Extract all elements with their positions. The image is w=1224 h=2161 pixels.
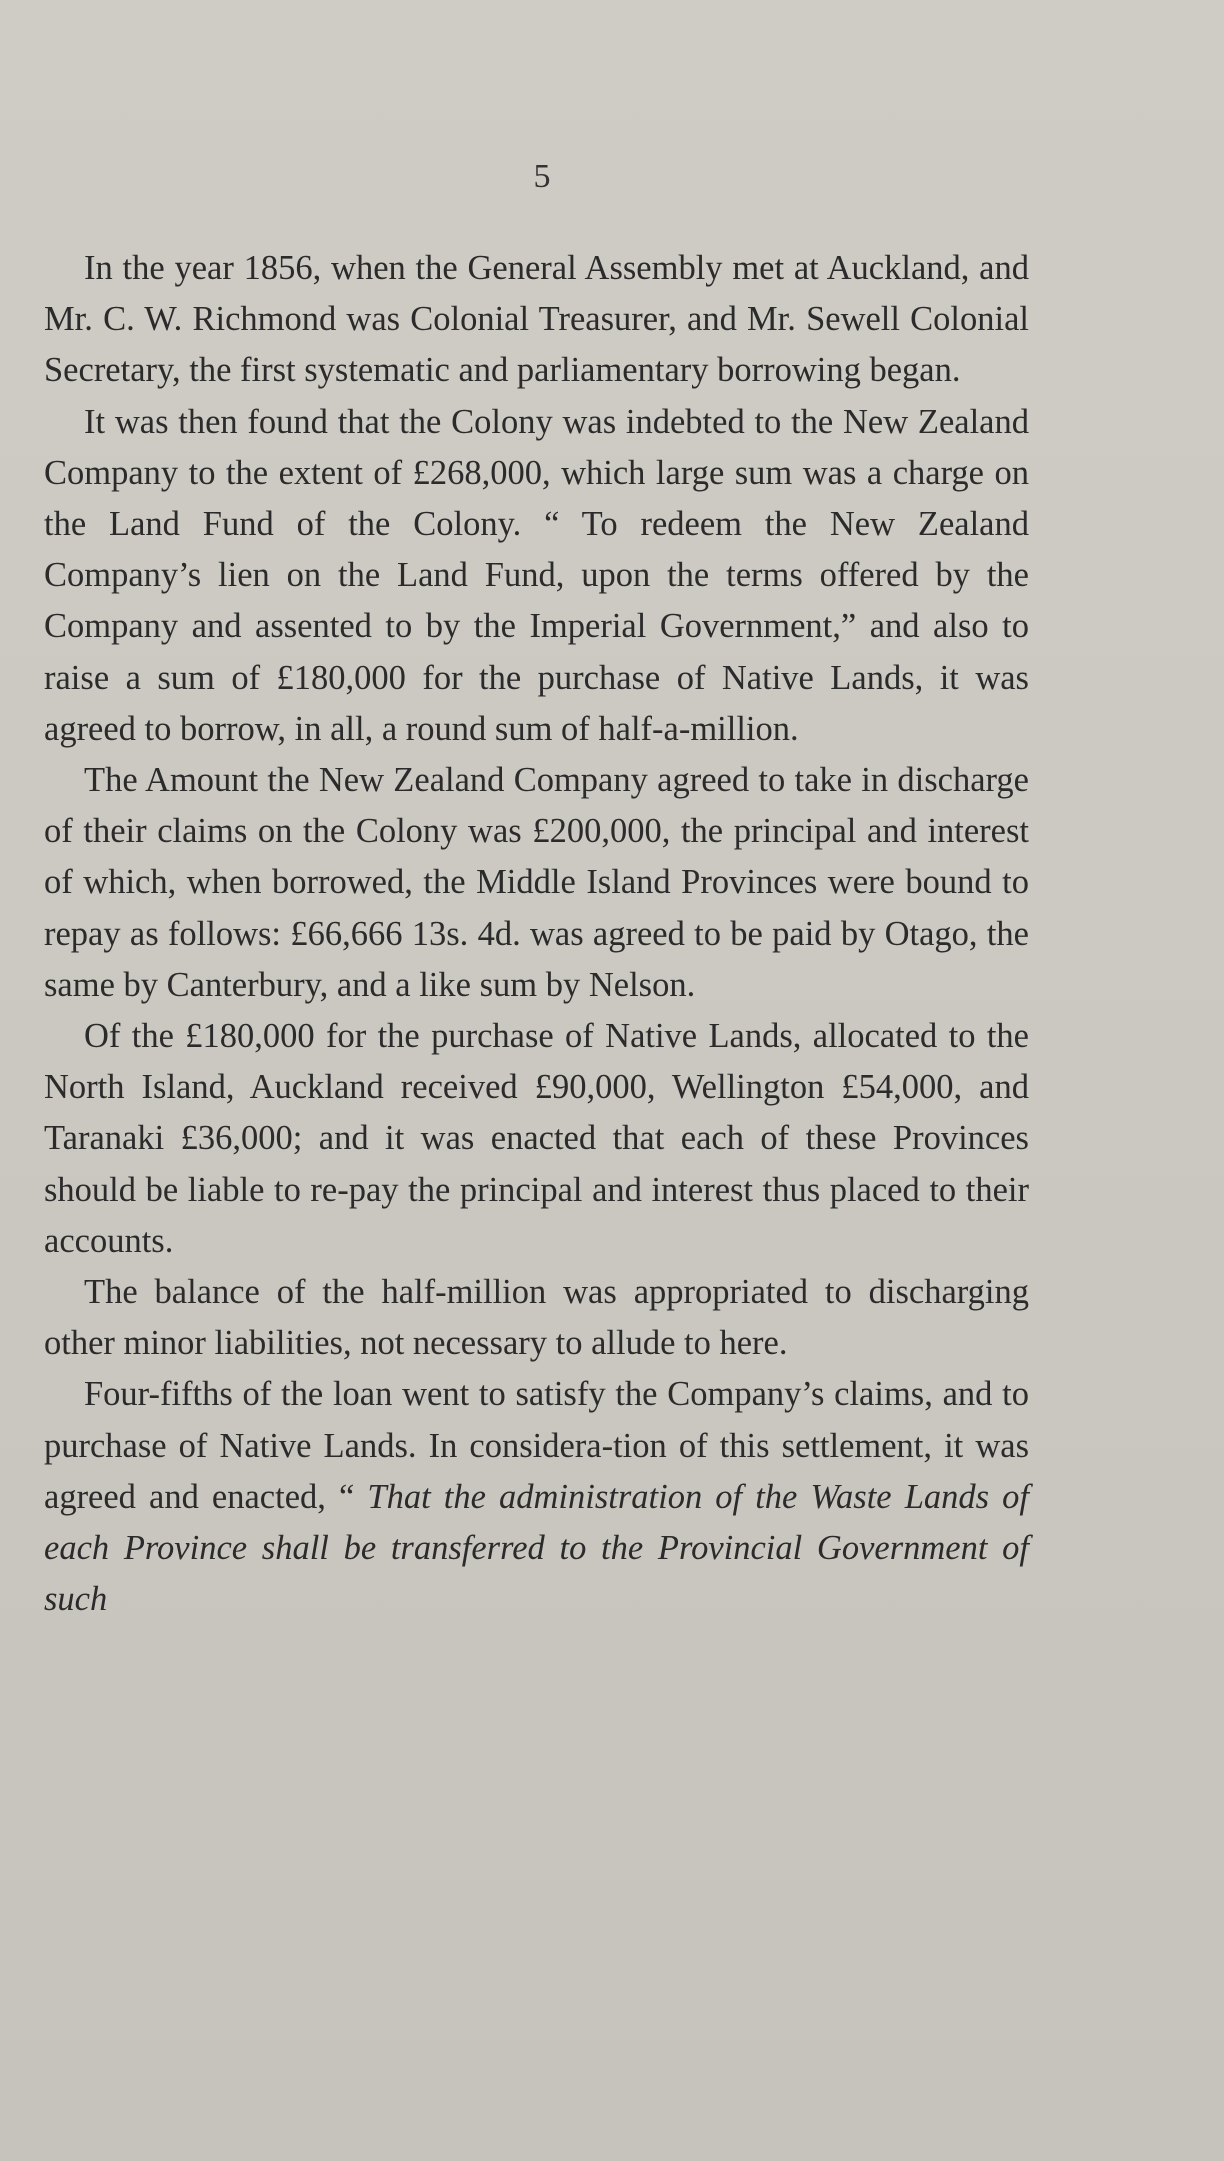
paragraph-1: In the year 1856, when the General Assembly met at Auckland, and Mr. C. W. Richmond was Colonial Treasurer, and Mr. Sewell Colonial Secretary, the first systematic and parliamentary borrowing began. <box>44 249 1029 390</box>
paragraph-3: The Amount the New Zealand Company agreed to take in discharge of their claims on the Colony was £200,000, the principal and interest of which, when borrowed, the Middle Island Provinces were bound to repay as follows: £66,666 13s. 4d. was agreed to be paid by Otago, the same by Canterbury, and a like sum by Nelson. <box>44 761 1029 1004</box>
paragraph-4: Of the £180,000 for the purchase of Native Lands, allocated to the North Island, Auckland received £90,000, Wellington £54,000, and Taranaki £36,000; and it was enacted that each of these Provinces should be liable to re-pay the principal and interest thus placed to their accounts. <box>44 1017 1029 1260</box>
page-number: 5 <box>533 158 551 195</box>
paragraph-2: It was then found that the Colony was indebted to the New Zealand Company to the extent of £268,000, which large sum was a charge on the Land Fund of the Colony. “ To redeem the New Zealand Company’s lien on the Land Fund, upon the terms offered by the Company and assented to by the Imperial Government,” and also to raise a sum of £180,000 for the purchase of Native Lands, it was agreed to borrow, in all, a round sum of half-a-million. <box>44 402 1029 748</box>
body-text <box>44 243 1029 1625</box>
paragraph-6-italic: That the administration of the Waste Lands of each Province shall be transferred to the Provincial Government of such <box>44 1477 1029 1619</box>
paragraph-6-roman: Four-fifths of the loan went to satisfy the Company’s claims, and to purchase of Native Lands. In considera-tion of this settlement, it was agreed and enacted, “ <box>44 1375 1029 1516</box>
paragraph-6 <box>44 1369 1029 1625</box>
paragraph-5: The balance of the half-million was appropriated to discharging other minor liabilities, not necessary to allude to here. <box>44 1273 1029 1363</box>
